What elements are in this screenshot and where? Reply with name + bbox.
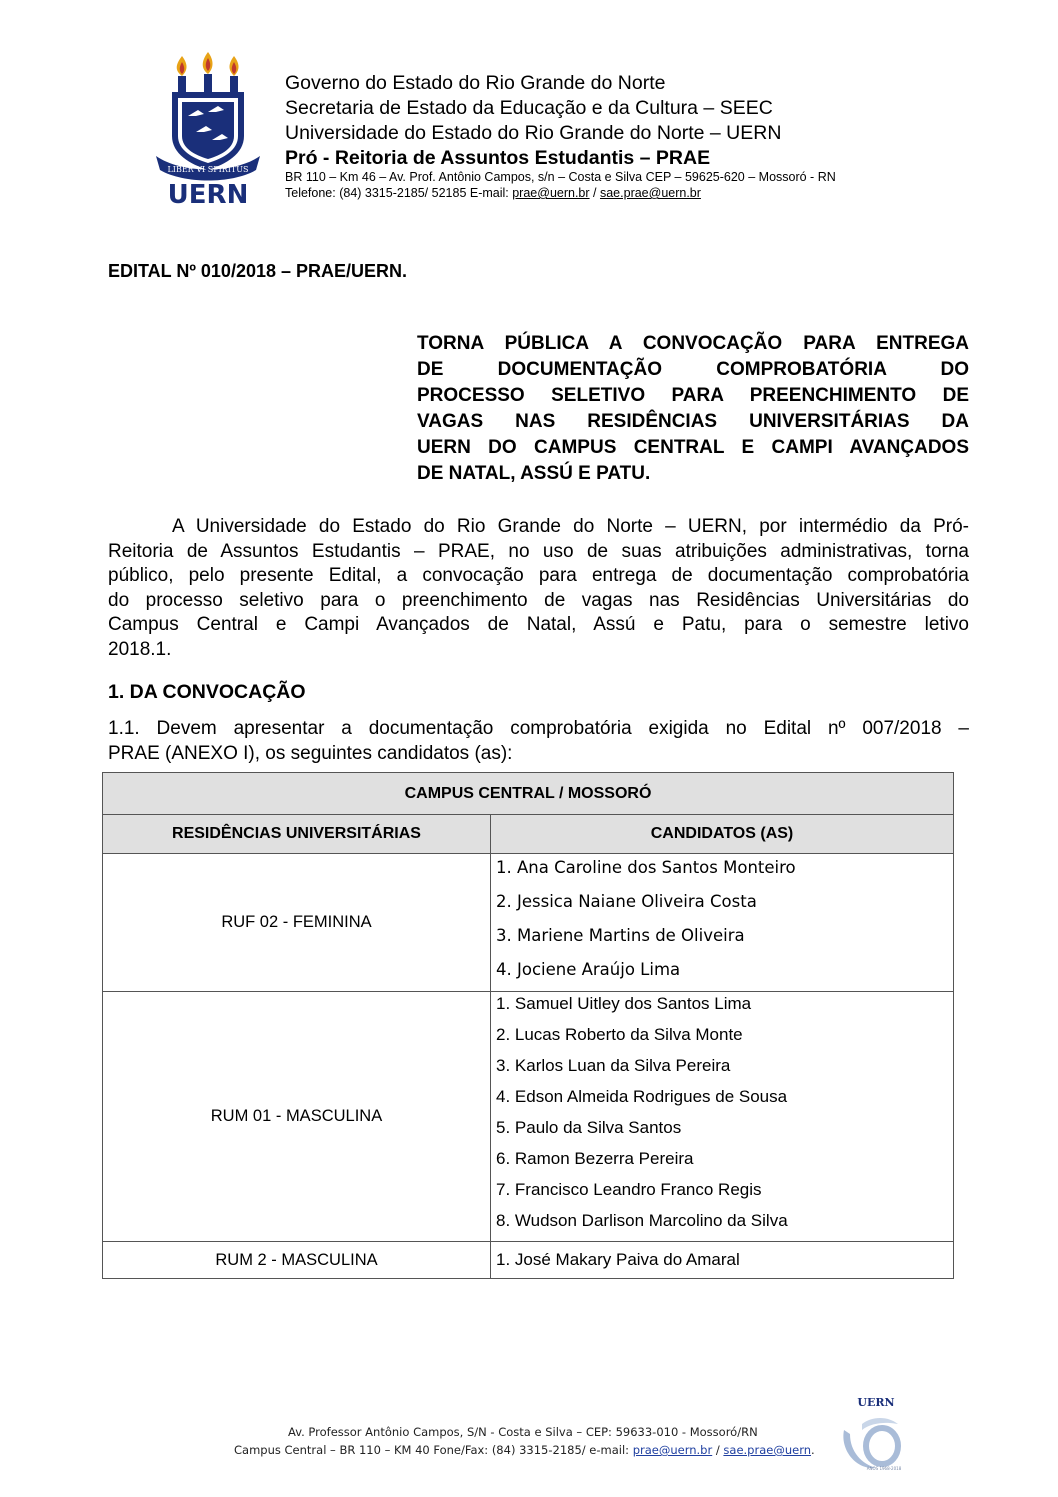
candidate-name: 4. Edson Almeida Rodrigues de Sousa — [496, 1086, 788, 1106]
edital-summary — [417, 331, 969, 487]
candidate-name: 7. Francisco Leandro Franco Regis — [496, 1179, 762, 1199]
candidate-name: 5. Paulo da Silva Santos — [496, 1117, 682, 1137]
residences-table — [102, 772, 954, 1279]
residence-rum-2: RUM 2 - MASCULINA — [103, 1242, 491, 1279]
header-email-separator: / — [589, 186, 600, 200]
intro-line: público, pelo presente Edital, a convocação para entrega de documentação comprobatória — [108, 565, 969, 587]
header-email-prae-link[interactable]: prae@uern.br — [512, 186, 590, 200]
footer-email-prae-link[interactable]: prae@uern.br — [632, 1443, 713, 1457]
table-title: CAMPUS CENTRAL / MOSSORÓ — [103, 773, 954, 815]
summary-line: PROCESSO SELETIVO PARA PREENCHIMENTO DE — [417, 385, 969, 406]
intro-line: A Universidade do Estado do Rio Grande do Norte – UERN, por intermédio da Pró- — [172, 516, 969, 537]
footer-email-sae-link[interactable]: sae.prae@uern — [723, 1443, 812, 1457]
summary-line: DE DOCUMENTAÇÃO COMPROBATÓRIA DO — [417, 359, 969, 380]
footer-email-separator: / — [712, 1443, 724, 1457]
candidate-name: 4. Jociene Araújo Lima — [496, 959, 681, 979]
header-government: Governo do Estado do Rio Grande do Norte — [285, 72, 666, 94]
header-prae: Pró - Reitoria de Assuntos Estudantis – PRAE — [285, 147, 711, 169]
edital-title: EDITAL Nº 010/2018 – PRAE/UERN. — [108, 261, 408, 281]
candidate-name: 3. Mariene Martins de Oliveira — [496, 925, 745, 945]
footer-contact — [234, 1443, 815, 1457]
candidate-list — [491, 854, 954, 992]
summary-line: TORNA PÚBLICA A CONVOCAÇÃO PARA ENTREGA — [417, 333, 969, 354]
summary-line: UERN DO CAMPUS CENTRAL E CAMPI AVANÇADOS — [417, 437, 969, 458]
uern-50-years-seal — [832, 1394, 912, 1474]
candidate-name: 2. Lucas Roberto da Silva Monte — [496, 1024, 743, 1044]
candidate-name: 3. Karlos Luan da Silva Pereira — [496, 1055, 731, 1075]
header-phone: Telefone: (84) 3315-2185/ 52185 E-mail: — [285, 186, 513, 200]
intro-line: Campus Central e Campi Avançados de Natal, Assú e Patu, para o semestre letivo — [108, 614, 969, 636]
header-university: Universidade do Estado do Rio Grande do Norte – UERN — [285, 122, 782, 144]
summary-line: DE NATAL, ASSÚ E PATU. — [417, 463, 651, 484]
candidate-name: 2. Jessica Naiane Oliveira Costa — [496, 891, 757, 911]
candidate-name: 1. José Makary Paiva do Amaral — [496, 1250, 740, 1269]
header-secretariat: Secretaria de Estado da Educação e da Cultura – SEEC — [285, 97, 773, 119]
intro-line: 2018.1. — [108, 638, 172, 660]
intro-line: do processo seletivo para o preenchimento de vagas nas Residências Universitárias do — [108, 589, 969, 611]
footer-contact-text: Campus Central – BR 110 – KM 40 Fone/Fax: (84) 3315-2185/ e-mail: — [234, 1443, 633, 1457]
clause-line: 1.1. Devem apresentar a documentação comprobatória exigida no Edital nº 007/2018 – — [108, 718, 969, 739]
candidate-list — [491, 1242, 954, 1279]
clause-1-1 — [108, 717, 969, 766]
seal-years: ANOS 1968-2018 — [866, 1466, 902, 1471]
footer-end: . — [811, 1443, 815, 1457]
uern-logo — [152, 50, 264, 206]
logo-text: UERN — [167, 180, 249, 206]
column-header-residences: RESIDÊNCIAS UNIVERSITÁRIAS — [103, 815, 491, 854]
candidate-name: 1. Ana Caroline dos Santos Monteiro — [496, 857, 796, 877]
candidate-list — [491, 992, 954, 1242]
residence-ruf-02: RUF 02 - FEMININA — [103, 854, 491, 992]
candidate-name: 6. Ramon Bezerra Pereira — [496, 1148, 694, 1168]
header-contact — [285, 186, 701, 201]
summary-line: VAGAS NAS RESIDÊNCIAS UNIVERSITÁRIAS DA — [417, 411, 969, 432]
header-address: BR 110 – Km 46 – Av. Prof. Antônio Campos, s/n – Costa e Silva CEP – 59625-620 – Mossoró - RN — [285, 170, 836, 184]
header-email-sae-link[interactable]: sae.prae@uern.br — [599, 186, 701, 200]
candidate-name: 1. Samuel Uitley dos Santos Lima — [496, 993, 752, 1013]
logo-motto: LIBER VI SPIRITUS — [167, 165, 249, 174]
residence-rum-01: RUM 01 - MASCULINA — [103, 992, 491, 1242]
candidate-name: 8. Wudson Darlison Marcolino da Silva — [496, 1210, 788, 1230]
seal-text: UERN — [857, 1396, 895, 1409]
intro-paragraph — [108, 515, 969, 663]
intro-line: Reitoria de Assuntos Estudantis – PRAE, no uso de suas atribuições administrativas, torna — [108, 540, 969, 562]
section-title: 1. DA CONVOCAÇÃO — [108, 681, 306, 703]
column-header-candidates: CANDIDATOS (AS) — [491, 815, 954, 854]
footer-address: Av. Professor Antônio Campos, S/N - Costa e Silva – CEP: 59633-010 - Mossoró/RN — [288, 1425, 758, 1439]
clause-line: PRAE (ANEXO I), os seguintes candidatos (as): — [108, 742, 513, 764]
